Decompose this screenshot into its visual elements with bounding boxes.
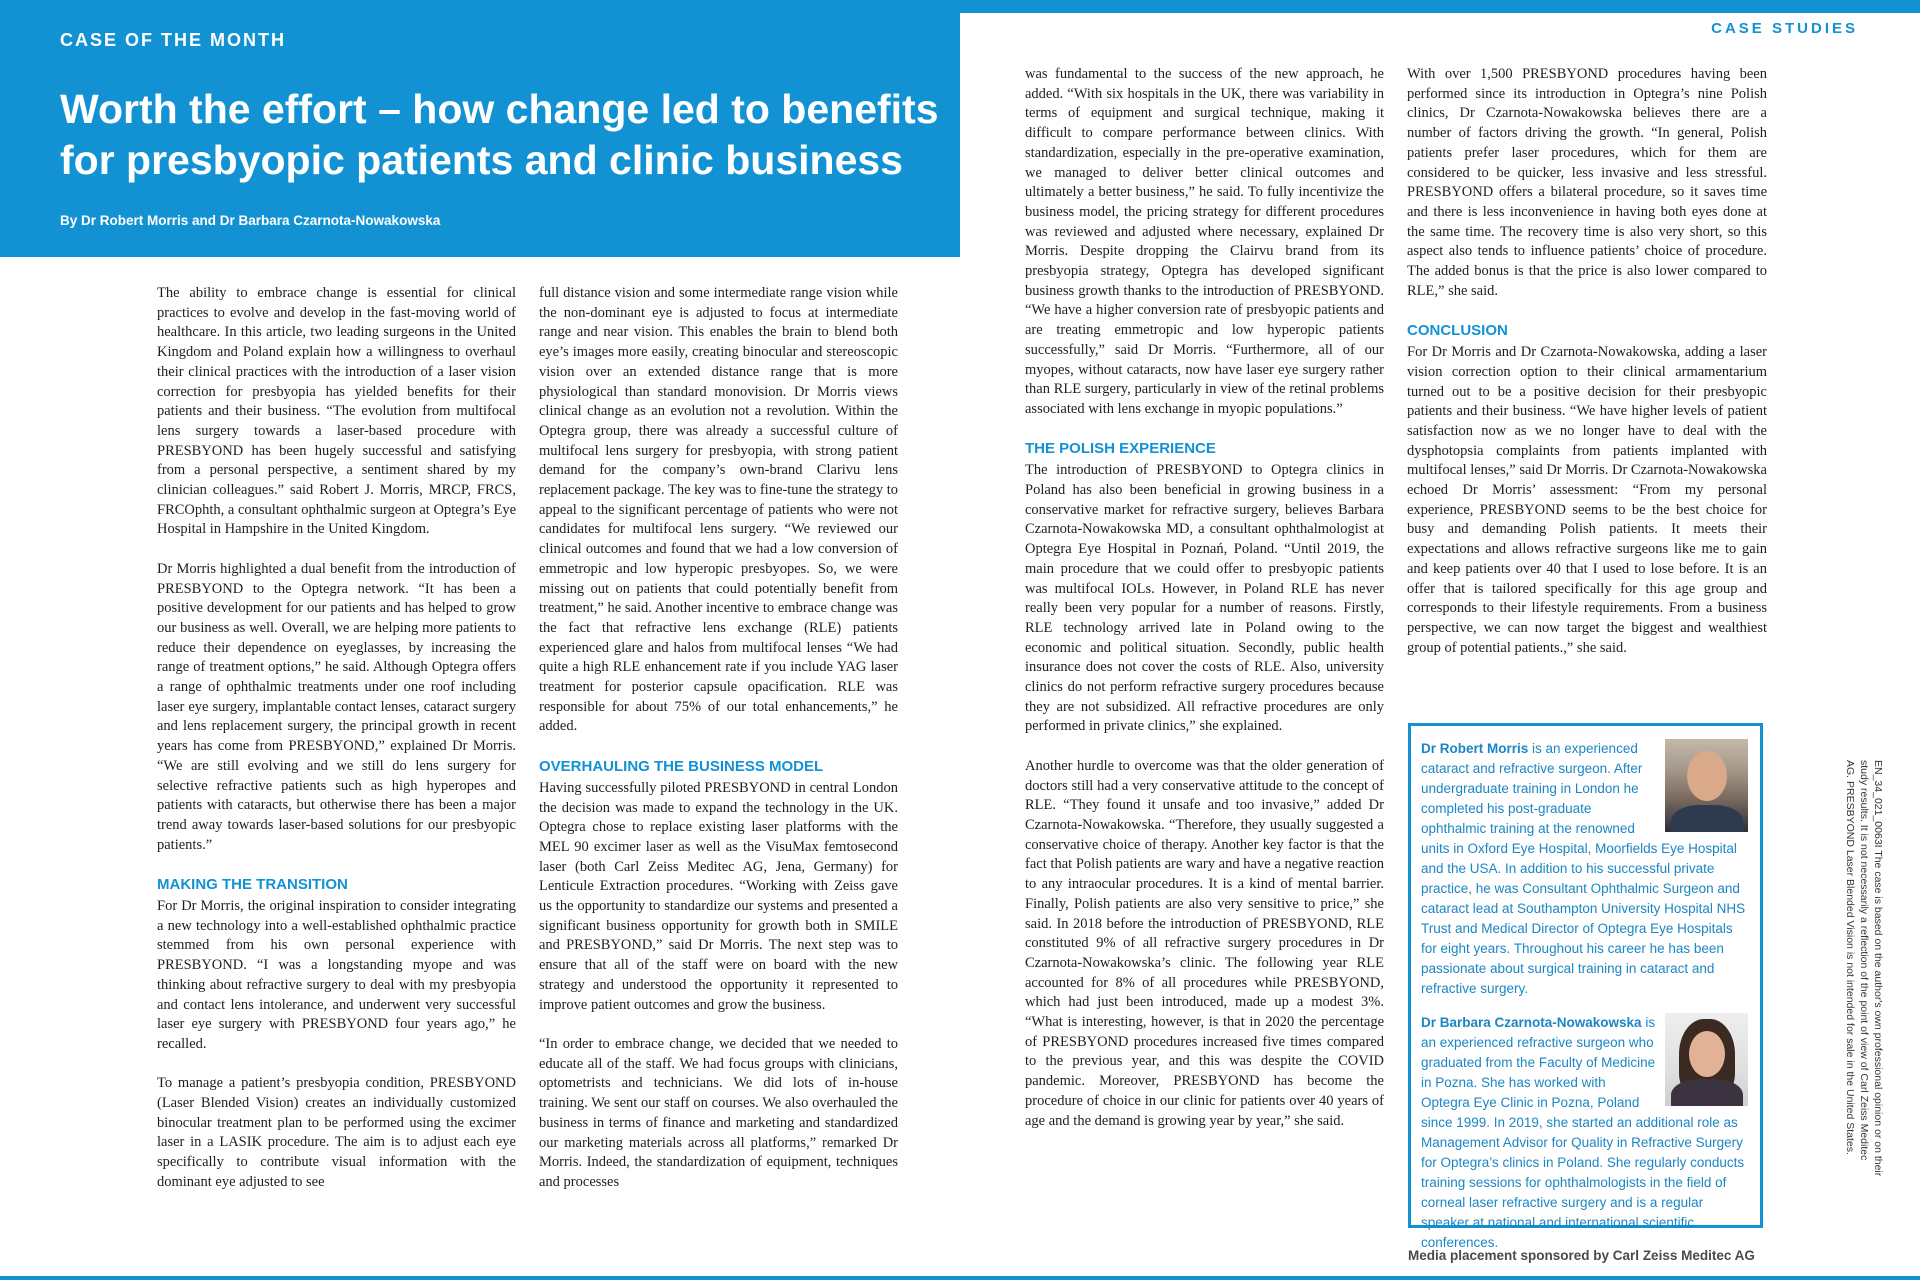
paragraph: The ability to embrace change is essential for clinical practices to evolve and develop in the fast-moving world of healthcare. In this article, two leading surgeons in the United Kingdom and Poland explain how a willingness to overhaul their clinical practices with the introduction of a laser vision correction for presbyopia has yielded benefits for their patients and their business. “The evolution from multifocal lens surgery towards a laser-based procedure with PRESBYOND has been hugely successful and satisfying from a personal perspective, a sentiment shared by my clinician colleagues.” said Robert J. Morris, MRCP, FRCS, FRCOphth, a consultant ophthalmic surgeon at Optegra’s Eye Hospital in Hampshire in the United Kingdom.: [157, 285, 516, 538]
paragraph: The introduction of PRESBYOND to Optegra clinics in Poland has also been beneficial in growing business in a conservative market for refractive surgery, believes Barbara Czarnota-Nowakowska MD, a consultant ophthalmologist at Optegra Eye Hospital in Poznań, Poland. “Until 2019, the main procedure that we could offer to presbyopic patients was multifocal IOLs. However, in Poland RLE has never really been very popular for a number of reasons. Firstly, RLE technology arrived late in Poland owing to the economic and political situation. Secondly, public health insurance does not cover the costs of RLE. Also, university clinics do not perform refractive surgery procedures because they are not subsidized. All refractive procedures are only performed in private clinics,” she explained.: [1025, 462, 1384, 735]
kicker: CASE OF THE MONTH: [60, 30, 286, 50]
paragraph: For Dr Morris and Dr Czarnota-Nowakowska, adding a laser vision correction option to their clinical armamentarium turned out to be a positive decision for their presbyopic patients and their business. “We have higher levels of patient satisfaction now as we no longer have to deal with the dysphotopsia complaints from patients implanted with multifocal lenses,” said Dr Morris. Dr Czarnota-Nowakowska echoed Dr Morris’ assessment: “From my personal experience, PRESBYOND seems to be the best choice for busy and demanding Polish patients. It meets their expectations and allows refractive surgeons like me to gain and keep patients over 40 that I used to lose before. It is an offer that is tailored specifically for this age group and corresponds to their lifestyle requirements. From a business perspective, we can now target the biggest and wealthiest group of potential patients.,” she said.: [1407, 344, 1767, 656]
author-bio-morris: [1421, 739, 1750, 999]
author-name: Dr Barbara Czarnota-Nowakowska: [1421, 1015, 1642, 1030]
vertical-disclaimer: EN_34_021_0063I The case is based on the author's own professional opinion or on their study results. It is not necessarily a reflection of the point of view of Carl Zeiss Meditec AG. PRESBYOND Laser Blended Vision is not intended for sale in the United States.: [1844, 760, 1884, 1177]
author-bio-text: is an experienced cataract and refractive surgeon. After undergraduate training in London he completed his post-graduate ophthalmic training at the renowned units in Oxford Eye Hospital, Moorfields Eye Hospital and the USA. In addition to his successful private practice, he was Consultant Ophthalmic Surgeon and cataract lead at Southampton University Hospital NHS Trust and Medical Director of Optegra Eye Hospitals for eight years. Throughout his career he has been passionate about surgical training in cataract and refractive surgery.: [1421, 741, 1746, 996]
article-title: Worth the effort – how change led to benefits for presbyopic patients and clinic business: [60, 86, 939, 183]
section-heading: CONCLUSION: [1407, 322, 1508, 340]
bottom-accent-line: [0, 1276, 1920, 1280]
paragraph: Another hurdle to overcome was that the older generation of doctors still had a very conservative attitude to the concept of RLE. “They found it unsafe and too invasive,” added Dr Czarnota-Nowakowska. “Therefore, they usually suggested a conservative choice of therapy. Another key factor is that the fact that Polish patients are wary and have a negative reaction to any intraocular procedures. It is a kind of mental barrier. Finally, Polish patients are also very sensitive to price,” she said. In 2018 before the introduction of PRESBYOND, RLE constituted 9% of all refractive surgery procedures in Dr Czarnota-Nowakowska’s clinic. The following year RLE accounted for 8% of all procedures while PRESBYOND, which had just been introduced, made up a modest 3%. “What is interesting, however, is that in 2020 the percentage of PRESBYOND procedures increased five times compared to the previous year, and this was despite the COVID pandemic. Moreover, PRESBYOND has become the procedure of choice in our clinic for patients over 40 years of age and the demand is growing year by year,” she said.: [1025, 757, 1384, 1129]
author-bios-box: [1408, 723, 1763, 1250]
author-photo-morris: [1665, 739, 1748, 832]
author-photo-czarnota: [1665, 1013, 1748, 1106]
author-bio-text: is an experienced refractive surgeon who graduated from the Faculty of Medicine in Pozna. She has worked with Optegra Eye Clinic in Pozna, Poland since 1999. In 2019, she started an additional role as Management Advisor for Quality in Refractive Surgery for Optegra’s clinics in Poland. She regularly conducts training sessions for ophthalmologists in the field of corneal laser refractive surgery and is a regular speaker at national and international scientific conferences.: [1421, 1015, 1745, 1250]
author-bio-czarnota: [1421, 1013, 1750, 1253]
sponsor-note: Media placement sponsored by Carl Zeiss Meditec AG: [1408, 1248, 1755, 1263]
article-column-1: [157, 284, 516, 1212]
paragraph: With over 1,500 PRESBYOND procedures having been performed since its introduction in Optegra’s nine Polish clinics, Dr Czarnota-Nowakowska believes there are a number of factors driving the growth. “In general, Polish patients prefer laser procedures, which for them are considered to be quicker, less invasive and less stressful. PRESBYOND offers a bilateral procedure, so it saves time and there is less inconvenience in having both eyes done at the same time. The recovery time is also very short, so this aspect also tends to influence patients’ choice of procedure. The added bonus is that the price is also lower compared to RLE,” she said.: [1407, 66, 1767, 299]
section-heading: THE POLISH EXPERIENCE: [1025, 440, 1216, 458]
paragraph: full distance vision and some intermediate range vision while the non-dominant eye is adjusted to focus at intermediate range and near vision. This enables the brain to blend both eye’s images more easily, creating binocular and stereoscopic vision over an extended distance range that is more physiological than standard monovision. Dr Morris views clinical change as an evolution not a revolution. Within the Optegra group, there was already a successful culture of multifocal lens surgery for presbyopia, with strong patient demand for the company’s own-brand Clarivu lens replacement package. The key was to fine-tune the strategy to appeal to the significant percentage of patients who were not candidates for multifocal lens surgery. “We reviewed our clinical outcomes and found that we had a low conversion of emmetropic and low hyperopic presbyopes. So, we were missing out on patients that could potentially benefit from treatment,” he said. Another incentive to embrace change was the fact that refractive lens exchange (RLE) patients experienced glare and halos from multifocal lenses “We had quite a high RLE enhancement rate if you include YAG laser treatment for posterior capsule opacification. RLE was responsible for about 75% of our total enhancements,” he added.: [539, 285, 898, 735]
paragraph: Dr Morris highlighted a dual benefit from the introduction of PRESBYOND to the Optegra network. “It has been a positive development for our patients and has helped to grow our business as well. Overall, we are helping more patients to reduce their dependence on eyeglasses, by increasing the range of treatment options,” he said. Although Optegra offers a range of ophthalmic treatments under one roof including laser eye surgery, implantable contact lenses, cataract surgery and lens replacement surgery, the principal growth in recent years has come from PRESBYOND,” explained Dr Morris. “We are still evolving and we still do lens surgery for selective refractive patients such as high hyperopes and patients with cataracts, but otherwise there has been a major trend away towards laser-based solutions for our presbyopic patients.”: [157, 560, 516, 853]
paragraph: Having successfully piloted PRESBYOND in central London the decision was made to expand the technology in the UK. Optegra chose to replace existing laser platforms with the MEL 90 excimer laser as well as the VisuMax femtosecond laser (both Carl Zeiss Meditec AG, Jena, Germany) for Lenticule Extraction procedures. “Working with Zeiss gave us the opportunity to standardize our systems and presented a significant business opportunity for growth both in SMILE and PRESBYOND,” said Dr Morris. The next step was to ensure that all of the staff were on board with the new strategy and understood the opportunity it represented to improve patient outcomes and grow the business.: [539, 779, 898, 1013]
paragraph: For Dr Morris, the original inspiration to consider integrating a new technology into a well-established ophthalmic practice stemmed from his own personal experience with PRESBYOND. “I was a longstanding myope and was thinking about refractive surgery to deal with my presbyopia and contact lens intolerance, and underwent very successful laser eye surgery with PRESBYOND four years ago,” he recalled.: [157, 898, 516, 1052]
paragraph: was fundamental to the success of the new approach, he added. “With six hospitals in the UK, there was variability in terms of equipment and surgical technique, making it difficult to compare performance between clinics. With standardization, especially in the pre-operative examination, we managed to deliver better clinical outcomes and ultimately a better business,” he said. To fully incentivize the business model, the pricing strategy for different procedures was reviewed and adjusted where necessary, explained Dr Morris. Despite dropping the Clairvu brand from its presbyopia strategy, Optegra has developed significant business growth thanks to the introduction of PRESBYOND. “We have a higher conversion rate of presbyopic patients and are treating emmetropic and low hyperopic patients successfully,” said Dr Morris. “Furthermore, all of our myopes, without cataracts, now have laser eye surgery rather than RLE surgery, particularly in view of the retinal problems associated with lens exchange in myopic populations.”: [1025, 66, 1384, 417]
paragraph: To manage a patient’s presbyopia condition, PRESBYOND (Laser Blended Vision) creates an individually customized binocular treatment plan to be performed using the excimer laser in a LASIK procedure. The aim is to adjust each eye specifically to contribute visual information with the dominant eye adjusted to see: [157, 1075, 516, 1190]
section-heading: MAKING THE TRANSITION: [157, 876, 348, 894]
article-column-4: [1407, 65, 1767, 678]
author-name: Dr Robert Morris: [1421, 741, 1529, 756]
article-column-3: [1025, 65, 1384, 1151]
section-heading: OVERHAULING THE BUSINESS MODEL: [539, 757, 824, 775]
paragraph: “In order to embrace change, we decided that we needed to educate all of the staff. We had focus groups with clinicians, optometrists and technicians. We did lots of in-house training. We sent our staff on courses. We also overhauled the business in terms of finance and marketing and standardized our marketing materials across all platforms,” remarked Dr Morris. Indeed, the standardization of equipment, techniques and processes: [539, 1035, 898, 1190]
article-column-2: [539, 284, 898, 1212]
top-accent-strip: [960, 0, 1920, 13]
byline: By Dr Robert Morris and Dr Barbara Czarnota-Nowakowska: [60, 213, 441, 228]
section-label: CASE STUDIES: [1711, 20, 1858, 37]
